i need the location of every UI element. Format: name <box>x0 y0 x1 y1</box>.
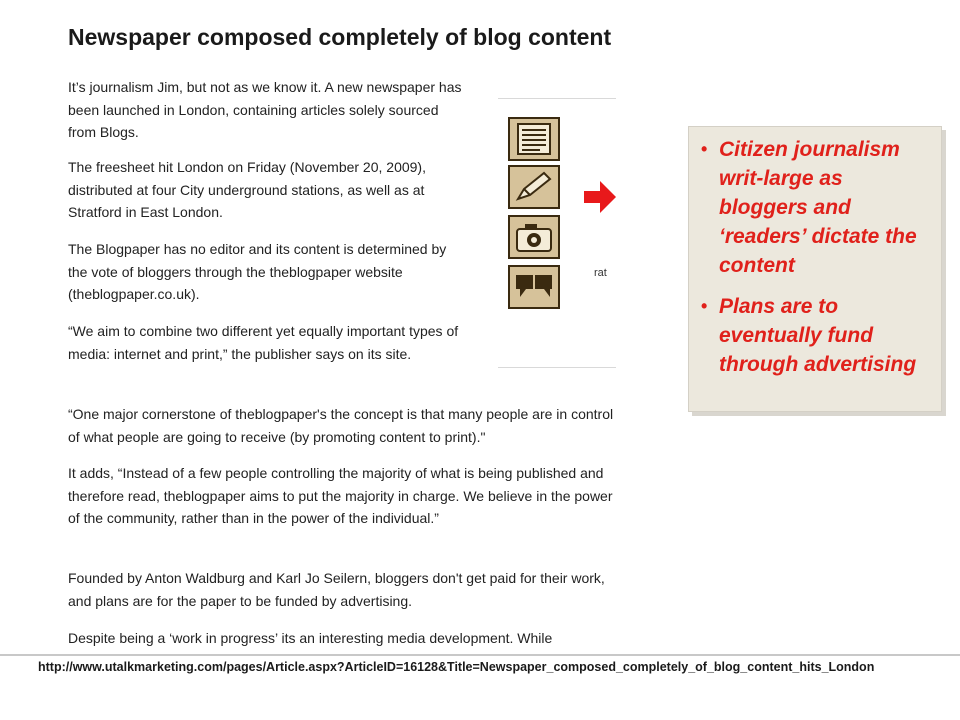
camera-icon <box>508 215 560 259</box>
pencil-icon <box>508 165 560 209</box>
source-url-link[interactable]: http://www.utalkmarketing.com/pages/Article.aspx?ArticleID=16128&Title=Newspaper_composed_completely_of_blog_content_hits_London <box>38 660 875 674</box>
article-paragraph: It adds, “Instead of a few people controlling the majority of what is being published and therefore read, theblogpaper aims to put the majority in charge. We believe in the power of the community, rather than in the power of the individual.” <box>68 465 613 526</box>
article-paragraph: The Blogpaper has no editor and its content is determined by the vote of bloggers through the theblogpaper website (theblogpaper.co.uk). <box>68 241 447 302</box>
divider <box>0 654 960 656</box>
key-points-list <box>689 127 941 379</box>
blogpaper-graphic <box>498 98 616 368</box>
bullet-icon: • <box>701 296 708 316</box>
document-lines-icon <box>508 117 560 161</box>
article-paragraph: It’s journalism Jim, but not as we know it. A new newspaper has been launched in London, containing articles solely sourced from Blogs. <box>68 79 462 140</box>
graphic-caption: rat <box>594 267 607 279</box>
bullet-icon: • <box>701 139 708 159</box>
article-headline: Newspaper composed completely of blog content <box>68 24 612 50</box>
key-point-item <box>701 135 931 280</box>
key-point-text: Plans are to eventually fund through advertising <box>719 295 917 376</box>
key-point-text: Citizen journalism writ-large as bloggers and ‘readers’ dictate the content <box>719 138 917 277</box>
article-paragraph: The freesheet hit London on Friday (November 20, 2009), distributed at four City underground stations, as well as at Stratford in East London. <box>68 159 426 220</box>
article-paragraph: Founded by Anton Waldburg and Karl Jo Seilern, bloggers don't get paid for their work, and plans are for the paper to be funded by advertising. <box>68 570 605 609</box>
key-points-callout <box>688 126 942 412</box>
speech-bubbles-icon <box>508 265 560 309</box>
red-arrow-icon <box>584 179 616 215</box>
article-paragraph: Despite being a ‘work in progress’ its an interesting media development. While <box>68 630 553 646</box>
article-paragraph: “We aim to combine two different yet equally important types of media: internet and print,” the publisher says on its site. <box>68 323 459 362</box>
article-screenshot <box>58 10 616 652</box>
article-paragraph: “One major cornerstone of theblogpaper's the concept is that many people are in control of what people are going to receive (by promoting content to print)." <box>68 406 614 445</box>
key-point-item <box>701 292 931 379</box>
